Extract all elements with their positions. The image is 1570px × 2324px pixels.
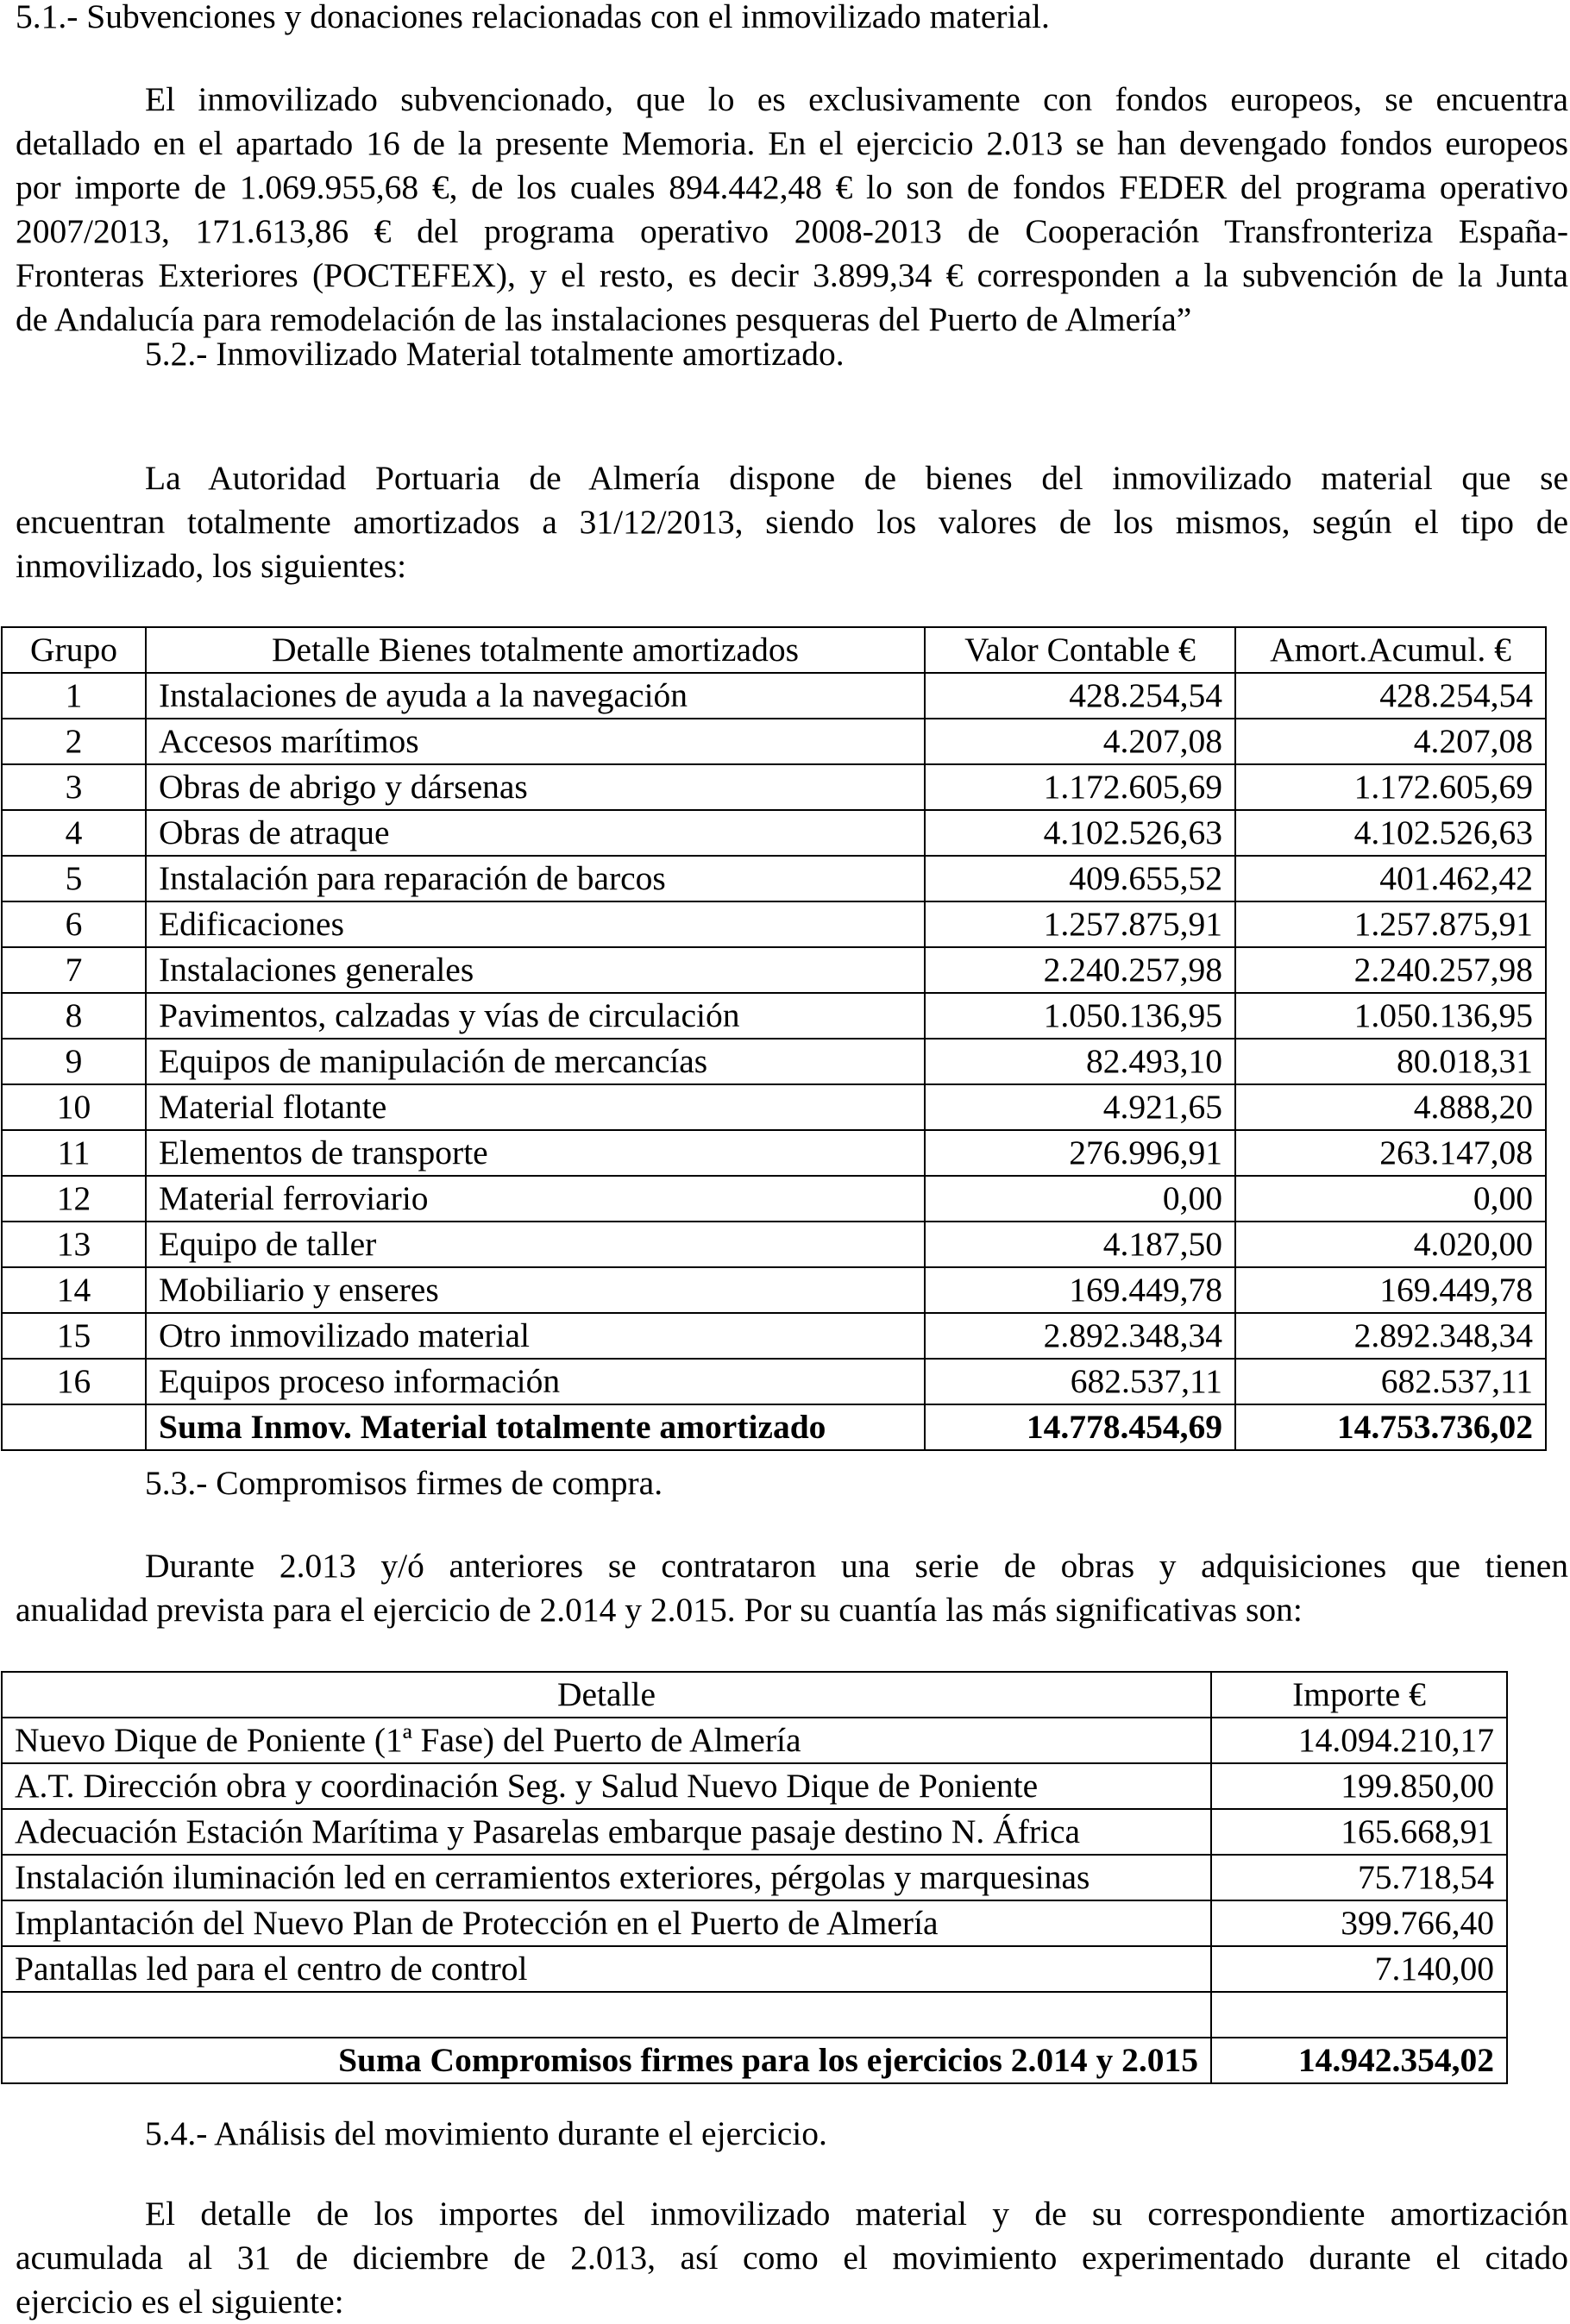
cell-grupo: 4 (2, 810, 146, 856)
cell-amort-acumul: 1.172.605,69 (1235, 764, 1546, 810)
table-row (2, 1359, 1546, 1404)
cell-importe (1211, 1992, 1507, 2038)
cell-grupo: 8 (2, 993, 146, 1039)
cell-amort-acumul: 4.020,00 (1235, 1222, 1546, 1267)
table-row (2, 810, 1546, 856)
cell-grupo: 12 (2, 1176, 146, 1222)
cell-detalle: Mobiliario y enseres (146, 1267, 925, 1313)
table-row (2, 1130, 1546, 1176)
cell-detalle: Material flotante (146, 1084, 925, 1130)
section-5-4-heading: 5.4.- Análisis del movimiento durante el ejercicio. (145, 2114, 827, 2152)
paragraph-line: encuentran totalmente amortizados a 31/12/2013, siendo los valores de los mismos, según el tipo de (16, 503, 1568, 541)
table-row (2, 947, 1546, 993)
cell-amort-acumul: 263.147,08 (1235, 1130, 1546, 1176)
total-label: Suma Inmov. Material totalmente amortizado (146, 1404, 925, 1450)
cell-amort-acumul: 4.102.526,63 (1235, 810, 1546, 856)
table-row (2, 1946, 1507, 1992)
cell-amort-acumul: 2.240.257,98 (1235, 947, 1546, 993)
table-total-row (2, 1404, 1546, 1450)
total-importe: 14.942.354,02 (1211, 2038, 1507, 2083)
table-row (2, 1992, 1507, 2038)
cell-grupo: 6 (2, 901, 146, 947)
section-5-3-heading: 5.3.- Compromisos firmes de compra. (145, 1464, 663, 1502)
cell-detalle: Pantallas led para el centro de control (2, 1946, 1211, 1992)
cell-detalle: Instalaciones generales (146, 947, 925, 993)
table-total-row (2, 2038, 1507, 2083)
header-amort-acumul: Amort.Acumul. € (1235, 627, 1546, 673)
section-5-3-paragraph (16, 1544, 1568, 1632)
cell-detalle: Accesos marítimos (146, 719, 925, 764)
cell-amort-acumul: 682.537,11 (1235, 1359, 1546, 1404)
table-row (2, 1176, 1546, 1222)
table-header-row (2, 627, 1546, 673)
cell-valor-contable: 2.240.257,98 (925, 947, 1235, 993)
cell-valor-contable: 276.996,91 (925, 1130, 1235, 1176)
header-importe: Importe € (1211, 1672, 1507, 1718)
cell-valor-contable: 4.921,65 (925, 1084, 1235, 1130)
cell-detalle: Instalación para reparación de barcos (146, 856, 925, 901)
cell-importe: 399.766,40 (1211, 1900, 1507, 1946)
table-body (2, 673, 1546, 1404)
cell-grupo: 3 (2, 764, 146, 810)
table-body (2, 1718, 1507, 2038)
cell-valor-contable: 4.187,50 (925, 1222, 1235, 1267)
section-5-1-paragraph (16, 78, 1568, 342)
section-5-1-heading: 5.1.- Subvenciones y donaciones relacionadas con el inmovilizado material. (16, 0, 1050, 35)
cell-detalle: Equipos proceso información (146, 1359, 925, 1404)
cell-grupo: 5 (2, 856, 146, 901)
header-detalle: Detalle (2, 1672, 1211, 1718)
cell-valor-contable: 682.537,11 (925, 1359, 1235, 1404)
total-valor-contable: 14.778.454,69 (925, 1404, 1235, 1450)
cell-amort-acumul: 2.892.348,34 (1235, 1313, 1546, 1359)
cell-grupo: 2 (2, 719, 146, 764)
table-row (2, 901, 1546, 947)
section-5-2-heading: 5.2.- Inmovilizado Material totalmente amortizado. (145, 335, 845, 373)
cell-valor-contable: 82.493,10 (925, 1039, 1235, 1084)
table-row (2, 856, 1546, 901)
cell-grupo: 1 (2, 673, 146, 719)
cell-valor-contable: 428.254,54 (925, 673, 1235, 719)
cell-grupo: 10 (2, 1084, 146, 1130)
header-detalle: Detalle Bienes totalmente amortizados (146, 627, 925, 673)
paragraph-line: Fronteras Exteriores (POCTEFEX), y el resto, es decir 3.899,34 € corresponden a la subvención de la Junta (16, 256, 1568, 294)
cell-detalle: Elementos de transporte (146, 1130, 925, 1176)
cell-detalle: Instalaciones de ayuda a la navegación (146, 673, 925, 719)
cell-grupo: 14 (2, 1267, 146, 1313)
table-row (2, 1763, 1507, 1809)
cell-detalle: Obras de atraque (146, 810, 925, 856)
cell-detalle: Implantación del Nuevo Plan de Protección en el Puerto de Almería (2, 1900, 1211, 1946)
cell-detalle: Otro inmovilizado material (146, 1313, 925, 1359)
cell-detalle: Equipo de taller (146, 1222, 925, 1267)
table-row (2, 1718, 1507, 1763)
paragraph-line: ejercicio es el siguiente: (16, 2283, 344, 2321)
table-row (2, 719, 1546, 764)
cell-grupo: 13 (2, 1222, 146, 1267)
cell-detalle: Nuevo Dique de Poniente (1ª Fase) del Puerto de Almería (2, 1718, 1211, 1763)
total-grupo (2, 1404, 146, 1450)
paragraph-line: detallado en el apartado 16 de la presente Memoria. En el ejercicio 2.013 se han devengado fondos europeos (16, 124, 1568, 162)
table-row (2, 1313, 1546, 1359)
cell-amort-acumul: 1.257.875,91 (1235, 901, 1546, 947)
paragraph-line: La Autoridad Portuaria de Almería dispone de bienes del inmovilizado material que se (145, 459, 1568, 497)
table-row (2, 1809, 1507, 1855)
cell-amort-acumul: 4.888,20 (1235, 1084, 1546, 1130)
cell-valor-contable: 1.050.136,95 (925, 993, 1235, 1039)
table-row (2, 764, 1546, 810)
cell-detalle: Obras de abrigo y dársenas (146, 764, 925, 810)
table-row (2, 1267, 1546, 1313)
total-label: Suma Compromisos firmes para los ejercicios 2.014 y 2.015 (2, 2038, 1211, 2083)
cell-valor-contable: 4.207,08 (925, 719, 1235, 764)
total-amort-acumul: 14.753.736,02 (1235, 1404, 1546, 1450)
cell-importe: 14.094.210,17 (1211, 1718, 1507, 1763)
cell-valor-contable: 0,00 (925, 1176, 1235, 1222)
cell-valor-contable: 1.257.875,91 (925, 901, 1235, 947)
table-header-row (2, 1672, 1507, 1718)
section-5-4-paragraph (16, 2192, 1568, 2324)
cell-valor-contable: 1.172.605,69 (925, 764, 1235, 810)
paragraph-line: 2007/2013, 171.613,86 € del programa operativo 2008-2013 de Cooperación Transfronteriza España- (16, 212, 1568, 250)
cell-grupo: 11 (2, 1130, 146, 1176)
header-grupo: Grupo (2, 627, 146, 673)
header-valor-contable: Valor Contable € (925, 627, 1235, 673)
purchase-commitments-table (1, 1671, 1508, 2084)
cell-valor-contable: 169.449,78 (925, 1267, 1235, 1313)
cell-amort-acumul: 1.050.136,95 (1235, 993, 1546, 1039)
cell-importe: 75.718,54 (1211, 1855, 1507, 1900)
cell-grupo: 7 (2, 947, 146, 993)
cell-valor-contable: 409.655,52 (925, 856, 1235, 901)
section-5-2-paragraph (16, 456, 1568, 588)
cell-importe: 165.668,91 (1211, 1809, 1507, 1855)
cell-valor-contable: 2.892.348,34 (925, 1313, 1235, 1359)
cell-detalle: A.T. Dirección obra y coordinación Seg. y Salud Nuevo Dique de Poniente (2, 1763, 1211, 1809)
table-row (2, 1039, 1546, 1084)
paragraph-line: de Andalucía para remodelación de las instalaciones pesqueras del Puerto de Almería” (16, 300, 1192, 338)
paragraph-line: inmovilizado, los siguientes: (16, 547, 407, 585)
cell-grupo: 15 (2, 1313, 146, 1359)
table-row (2, 1900, 1507, 1946)
cell-detalle: Equipos de manipulación de mercancías (146, 1039, 925, 1084)
table-row (2, 1855, 1507, 1900)
table-row (2, 1222, 1546, 1267)
cell-amort-acumul: 169.449,78 (1235, 1267, 1546, 1313)
fully-amortized-assets-table (1, 626, 1547, 1451)
paragraph-line: anualidad prevista para el ejercicio de 2.014 y 2.015. Por su cuantía las más significativas son: (16, 1591, 1303, 1629)
paragraph-line: El detalle de los importes del inmovilizado material y de su correspondiente amortización (145, 2195, 1568, 2233)
table-row (2, 1084, 1546, 1130)
paragraph-line: Durante 2.013 y/ó anteriores se contrataron una serie de obras y adquisiciones que tienen (145, 1547, 1568, 1585)
cell-detalle (2, 1992, 1211, 2038)
paragraph-line: acumulada al 31 de diciembre de 2.013, así como el movimiento experimentado durante el citado (16, 2239, 1568, 2277)
cell-amort-acumul: 0,00 (1235, 1176, 1546, 1222)
cell-amort-acumul: 428.254,54 (1235, 673, 1546, 719)
paragraph-line: El inmovilizado subvencionado, que lo es exclusivamente con fondos europeos, se encuentra (145, 80, 1568, 118)
cell-importe: 7.140,00 (1211, 1946, 1507, 1992)
cell-grupo: 16 (2, 1359, 146, 1404)
cell-importe: 199.850,00 (1211, 1763, 1507, 1809)
cell-detalle: Instalación iluminación led en cerramientos exteriores, pérgolas y marquesinas (2, 1855, 1211, 1900)
cell-detalle: Material ferroviario (146, 1176, 925, 1222)
paragraph-line: por importe de 1.069.955,68 €, de los cuales 894.442,48 € lo son de fondos FEDER del programa operativo (16, 168, 1568, 206)
cell-detalle: Edificaciones (146, 901, 925, 947)
cell-valor-contable: 4.102.526,63 (925, 810, 1235, 856)
cell-detalle: Pavimentos, calzadas y vías de circulación (146, 993, 925, 1039)
cell-amort-acumul: 401.462,42 (1235, 856, 1546, 901)
cell-grupo: 9 (2, 1039, 146, 1084)
table-row (2, 673, 1546, 719)
cell-amort-acumul: 80.018,31 (1235, 1039, 1546, 1084)
cell-detalle: Adecuación Estación Marítima y Pasarelas embarque pasaje destino N. África (2, 1809, 1211, 1855)
table-row (2, 993, 1546, 1039)
cell-amort-acumul: 4.207,08 (1235, 719, 1546, 764)
